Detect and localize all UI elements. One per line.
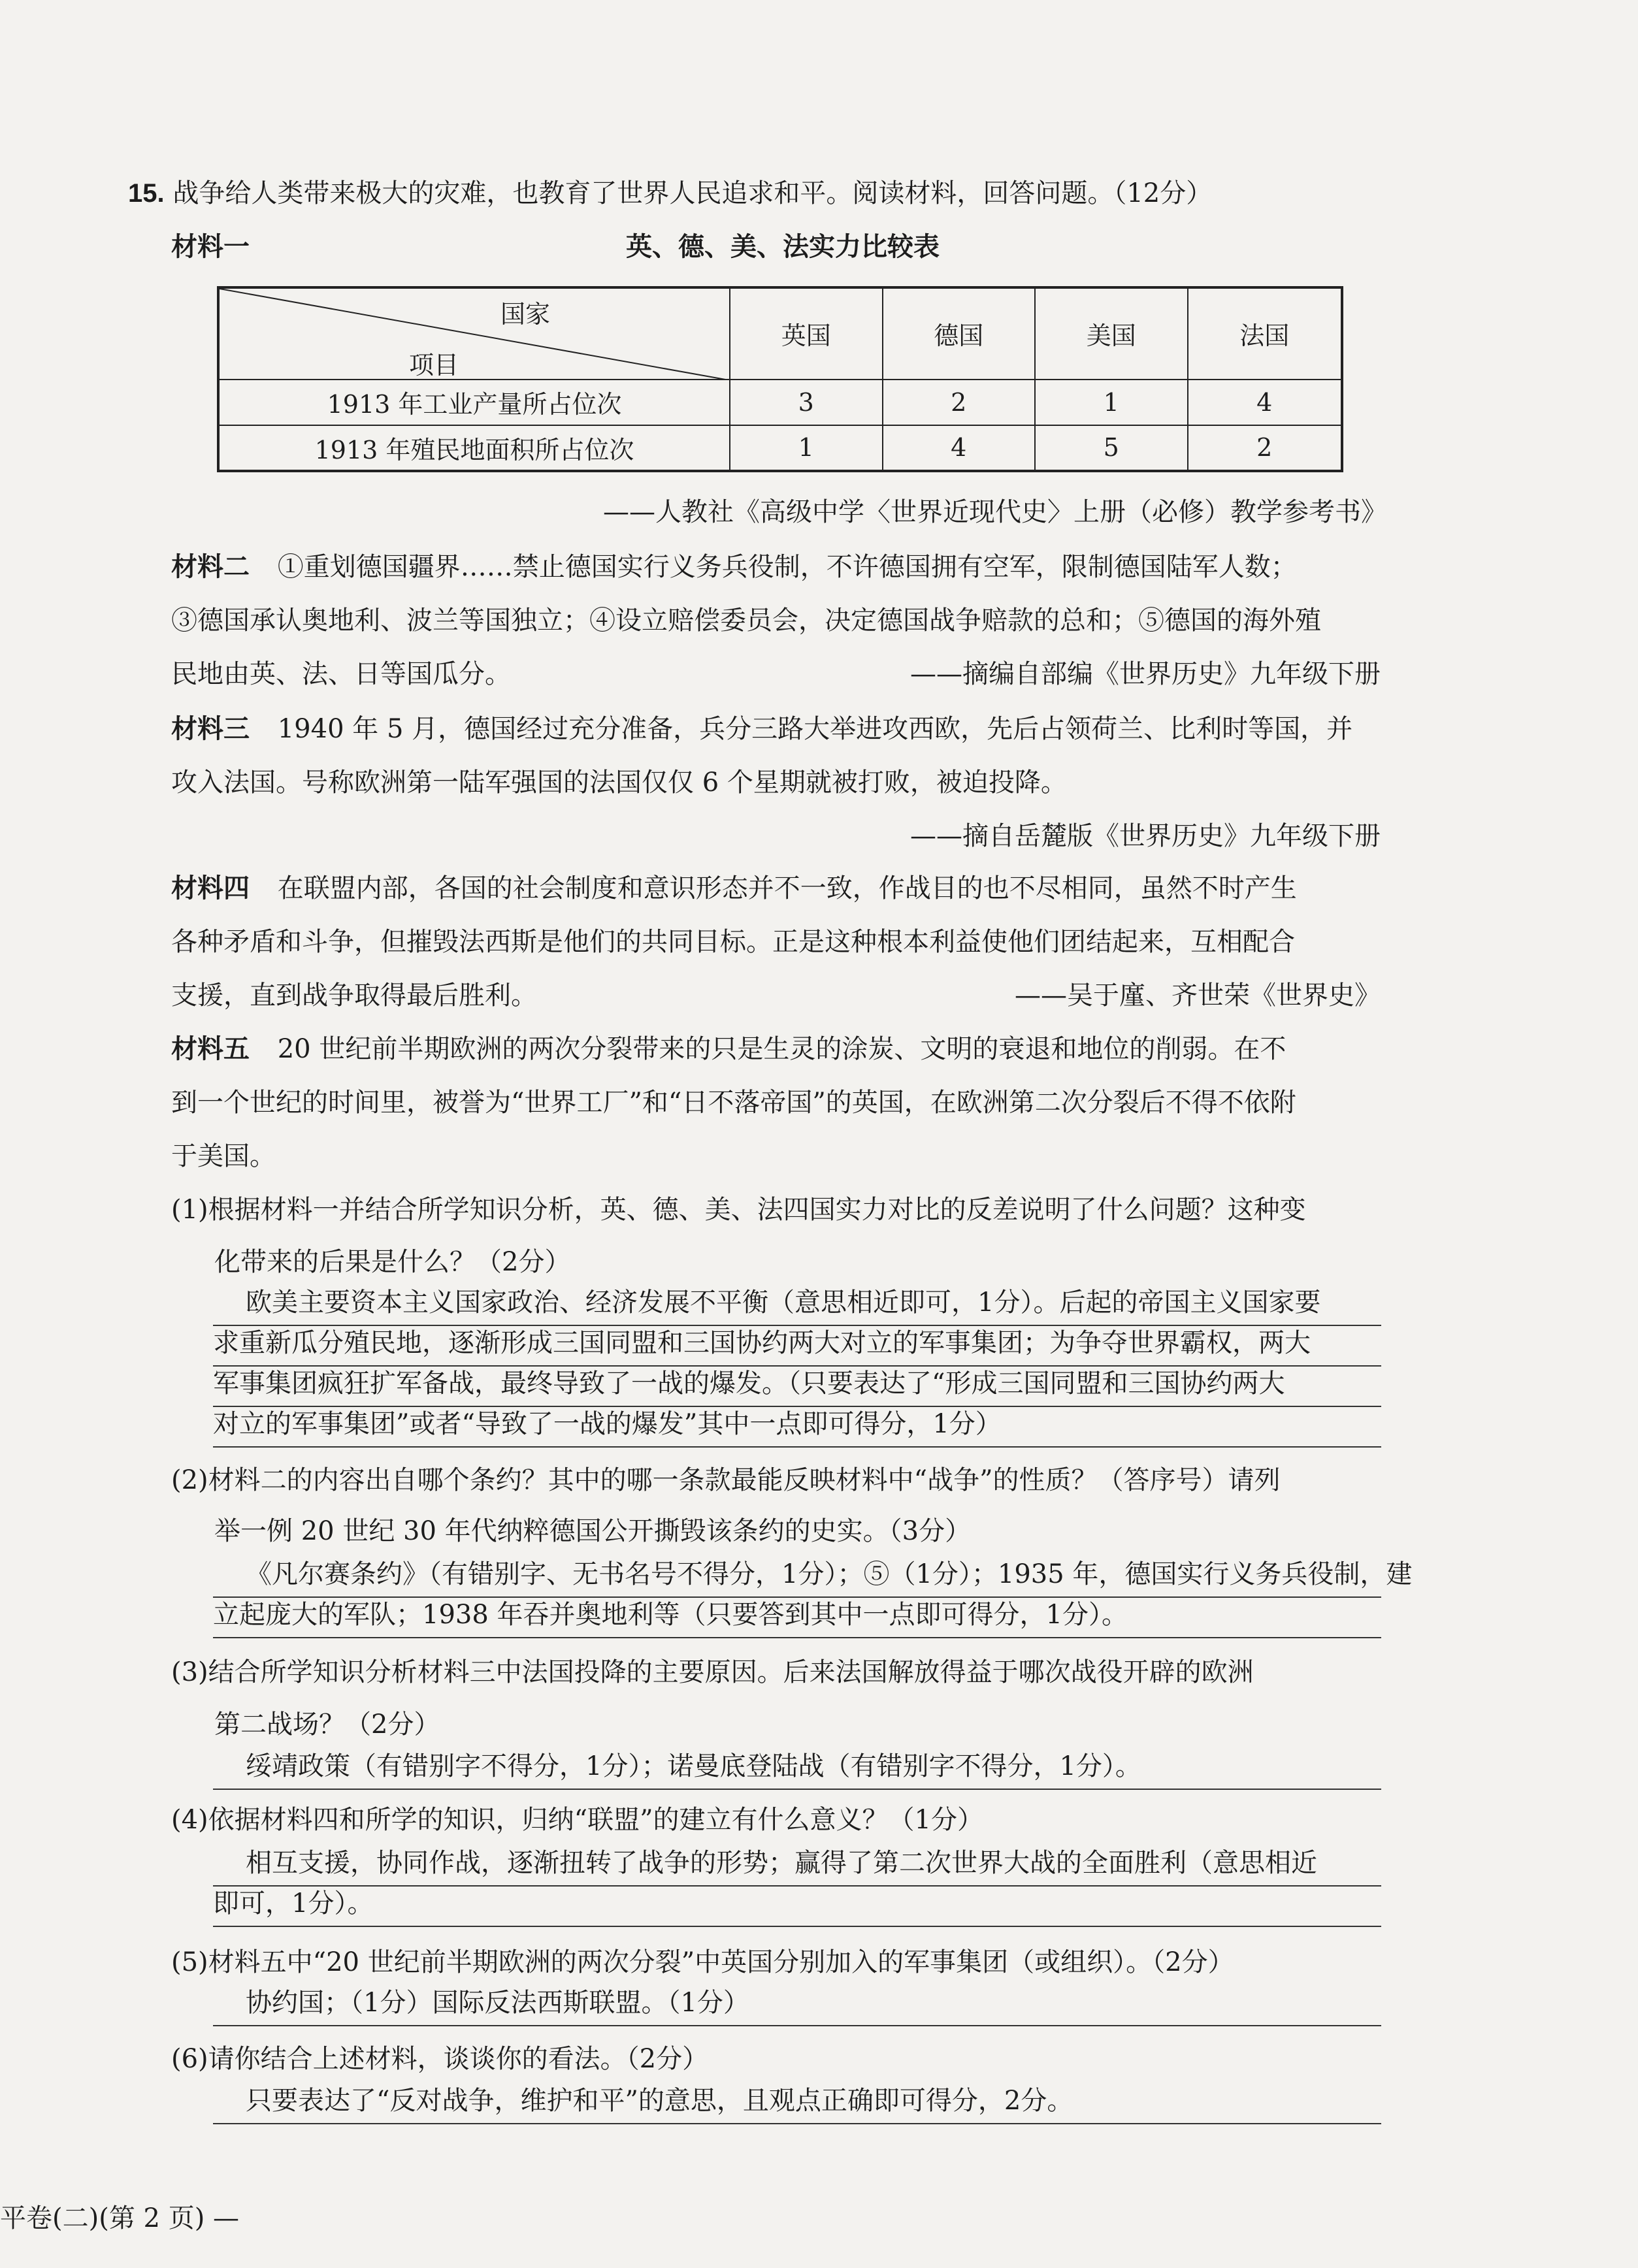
material2-source: ——摘编自部编《世界历史》九年级下册 xyxy=(910,659,1381,689)
header-item: 项目 xyxy=(409,351,459,380)
material5-text: 到一个世纪的时间里，被誉为“世界工厂”和“日不落帝国”的英国，在欧洲第二次分裂后不得不依附 xyxy=(171,1088,1296,1118)
table-title: 英、德、美、法实力比较表 xyxy=(626,231,940,262)
row-item: 1913 年工业产量所占位次 xyxy=(218,380,730,425)
material4-text: 各种矛盾和斗争，但摧毁法西斯是他们的共同目标。正是这种根本利益使他们团结起来，互相配合 xyxy=(171,927,1295,957)
country-header: 英国 xyxy=(730,287,883,380)
subq4-text: (4)依据材料四和所学的知识，归纳“联盟”的建立有什么意义？（1分） xyxy=(171,1805,984,1835)
question-stem xyxy=(128,176,1212,210)
country-header: 美国 xyxy=(1035,287,1188,380)
cell-value: 1 xyxy=(730,425,883,471)
material5-label: 材料五 xyxy=(171,1033,250,1064)
diagonal-divider xyxy=(220,289,729,380)
material2-text: ①重划德国疆界……禁止德国实行义务兵役制，不许德国拥有空军，限制德国陆军人数； xyxy=(277,552,1297,582)
subq1-answer-line: 对立的军事集团”或者“导致了一战的爆发”其中一点即可得分，1分） xyxy=(213,1407,1381,1448)
cell-value: 2 xyxy=(1188,425,1343,471)
cell-value: 1 xyxy=(1035,380,1188,425)
question-text: 战争给人类带来极大的灾难，也教育了世界人民追求和平。阅读材料，回答问题。（12分） xyxy=(172,178,1213,208)
subq6-text: (6)请你结合上述材料，谈谈你的看法。（2分） xyxy=(171,2044,709,2074)
material2-label: 材料二 xyxy=(171,551,250,582)
material1-source: ——人教社《高级中学〈世界近现代史〉上册（必修）教学参考书》 xyxy=(603,497,1387,527)
material2-text: 民地由英、法、日等国瓜分。 xyxy=(171,659,511,689)
subq1-text: (1)根据材料一并结合所学知识分析，英、德、美、法四国实力对比的反差说明了什么问题？这种变 xyxy=(171,1195,1306,1225)
material1-label: 材料一 xyxy=(171,231,250,262)
subq2-text: 举一例 20 世纪 30 年代纳粹德国公开撕毁该条约的史实。（3分） xyxy=(214,1516,972,1546)
material4-label: 材料四 xyxy=(171,873,250,903)
material3-text: 1940 年 5 月，德国经过充分准备，兵分三路大举进攻西欧，先后占领荷兰、比利时等国，并 xyxy=(277,714,1353,744)
material4-text: 在联盟内部，各国的社会制度和意识形态并不一致，作战目的也不尽相同，虽然不时产生 xyxy=(277,873,1297,903)
country-header: 法国 xyxy=(1188,287,1343,380)
subq6-answer-line: 只要表达了“反对战争，维护和平”的意思，且观点正确即可得分，2分。 xyxy=(213,2084,1381,2124)
table-row xyxy=(218,425,1342,471)
cell-value: 4 xyxy=(883,425,1036,471)
subq2-text: (2)材料二的内容出自哪个条约？其中的哪一条款最能反映材料中“战争”的性质？（答序号）请列 xyxy=(171,1465,1281,1495)
material3-line xyxy=(171,712,1352,746)
header-country: 国家 xyxy=(500,300,551,329)
material4-source: ——吴于廑、齐世荣《世界史》 xyxy=(1015,980,1381,1011)
material3-source: ——摘自岳麓版《世界历史》九年级下册 xyxy=(910,821,1381,851)
material2-text: ③德国承认奥地利、波兰等国独立；④设立赔偿委员会，决定德国战争赔款的总和；⑤德国的海外殖 xyxy=(171,606,1321,636)
cell-value: 4 xyxy=(1188,380,1343,425)
subq4-answer-line: 即可，1分）。 xyxy=(213,1887,1381,1927)
table-row xyxy=(218,380,1342,425)
material4-line xyxy=(171,871,1297,905)
cell-value: 2 xyxy=(883,380,1036,425)
subq3-text: 第二战场？（2分） xyxy=(214,1709,440,1740)
material5-text: 于美国。 xyxy=(171,1141,276,1171)
material2-line xyxy=(171,550,1297,584)
material3-text: 攻入法国。号称欧洲第一陆军强国的法国仅仅 6 个星期就被打败，被迫投降。 xyxy=(171,768,1067,798)
subq1-text: 化带来的后果是什么？（2分） xyxy=(214,1247,571,1277)
comparison-table xyxy=(217,286,1343,472)
subq4-answer-line: 相互支援，协同作战，逐渐扭转了战争的形势；赢得了第二次世界大战的全面胜利（意思相近 xyxy=(213,1846,1381,1887)
subq1-answer-line: 军事集团疯狂扩军备战，最终导致了一战的爆发。（只要表达了“形成三国同盟和三国协约两大 xyxy=(213,1367,1381,1407)
cell-value: 5 xyxy=(1035,425,1188,471)
subq2-answer-line: 立起庞大的军队；1938 年吞并奥地利等（只要答到其中一点即可得分，1分）。 xyxy=(213,1598,1381,1638)
cell-value: 3 xyxy=(730,380,883,425)
material4-text: 支援，直到战争取得最后胜利。 xyxy=(171,980,537,1011)
subq5-answer-line: 协约国；（1分）国际反法西斯联盟。（1分） xyxy=(213,1986,1381,2026)
subq5-text: (5)材料五中“20 世纪前半期欧洲的两次分裂”中英国分别加入的军事集团（或组织）。（2分） xyxy=(171,1947,1234,1977)
subq3-answer-line: 绥靖政策（有错别字不得分，1分）；诺曼底登陆战（有错别字不得分，1分）。 xyxy=(213,1749,1381,1790)
row-item: 1913 年殖民地面积所占位次 xyxy=(218,425,730,471)
material5-text: 20 世纪前半期欧洲的两次分裂带来的只是生灵的涂炭、文明的衰退和地位的削弱。在不 xyxy=(277,1034,1286,1064)
material5-line xyxy=(171,1032,1286,1066)
subq2-answer-line: 《凡尔赛条约》（有错别字、无书名号不得分，1分）；⑤（1分）；1935 年，德国实行义务兵役制，建 xyxy=(213,1557,1381,1598)
material3-label: 材料三 xyxy=(171,713,250,744)
subq1-answer-line: 欧美主要资本主义国家政治、经济发展不平衡（意思相近即可，1分）。后起的帝国主义国家要 xyxy=(213,1286,1381,1326)
subq1-answer-line: 求重新瓜分殖民地，逐渐形成三国同盟和三国协约两大对立的军事集团；为争夺世界霸权，两大 xyxy=(213,1326,1381,1367)
question-number: 15. xyxy=(128,179,165,208)
country-header: 德国 xyxy=(883,287,1036,380)
subq3-text: (3)结合所学知识分析材料三中法国投降的主要原因。后来法国解放得益于哪次战役开辟的欧洲 xyxy=(171,1657,1254,1687)
page-footer: 平卷(二)(第 2 页) — xyxy=(0,2203,240,2233)
table-header-diagonal-cell xyxy=(218,287,730,380)
